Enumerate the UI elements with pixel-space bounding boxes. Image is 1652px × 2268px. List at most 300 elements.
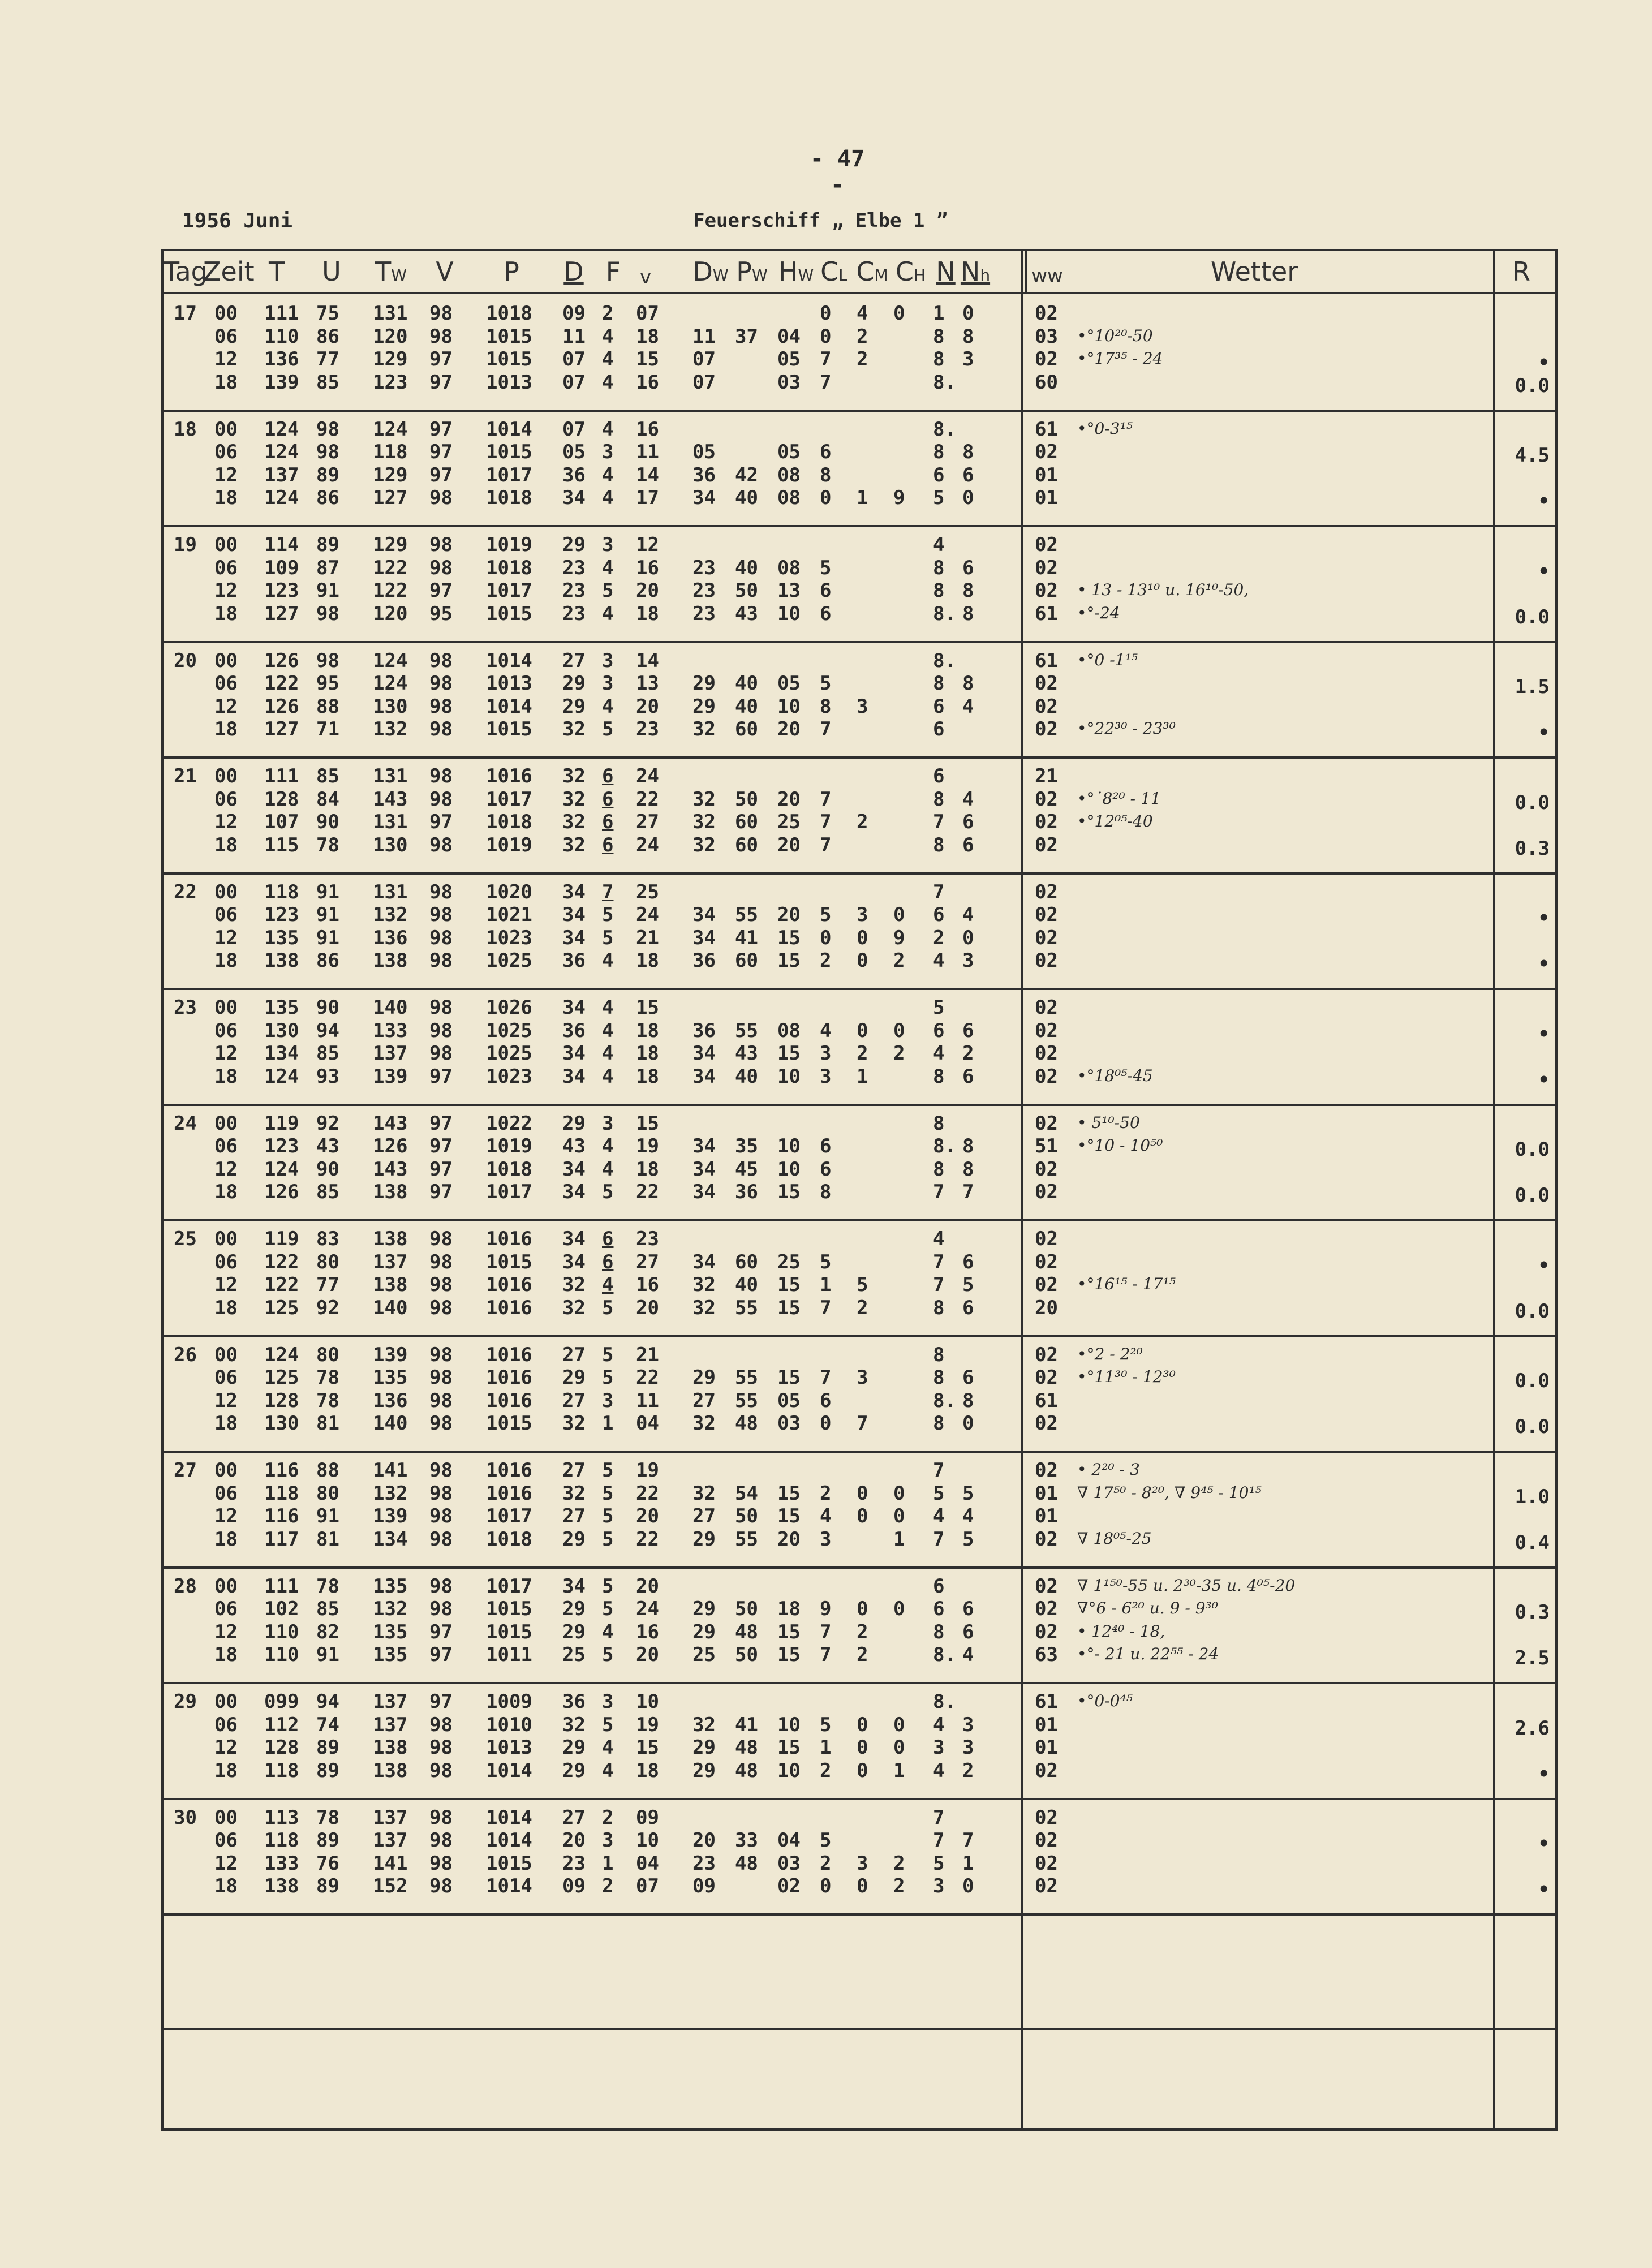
- cell-vv: 18: [636, 1157, 659, 1181]
- cell-p: 1016: [486, 765, 532, 787]
- cell-d: 09: [562, 1875, 586, 1897]
- col-ww: ww: [1031, 265, 1063, 287]
- cell-ch: 0: [893, 903, 905, 926]
- cell-f: 4: [602, 695, 614, 718]
- cell-dw: 32: [692, 787, 716, 811]
- cell-zeit: 06: [214, 1250, 238, 1273]
- r-value: 0.0: [1515, 1370, 1550, 1392]
- col-hw: HW: [778, 256, 814, 287]
- cell-ww: 02: [1035, 1806, 1058, 1829]
- cell-cm: 5: [857, 1273, 868, 1296]
- cell-t: 136: [264, 348, 299, 371]
- cell-cl: 4: [820, 1505, 832, 1527]
- cell-n: 8: [933, 1620, 945, 1643]
- cell-ww: 01: [1035, 1736, 1058, 1759]
- cell-ww: 02: [1035, 1598, 1058, 1620]
- table-row: [164, 1065, 1058, 1088]
- cell-t: 134: [264, 1042, 299, 1065]
- wetter-note: •°0 -1¹⁵: [1077, 650, 1138, 669]
- cell-tw: 138: [373, 1181, 408, 1203]
- cell-t: 127: [264, 602, 299, 625]
- cell-nh: 0: [962, 1412, 974, 1435]
- cell-t: 126: [264, 649, 299, 672]
- cell-v: 98: [429, 1806, 453, 1829]
- cell-nh: 3: [962, 348, 974, 371]
- cell-vv: 21: [636, 926, 659, 949]
- cell-d: 36: [562, 463, 586, 487]
- cell-p: 1015: [486, 348, 532, 371]
- cell-v: 97: [429, 463, 453, 487]
- cell-dw: 36: [692, 463, 716, 487]
- cell-ww: 02: [1035, 926, 1058, 949]
- cell-p: 1015: [486, 1598, 532, 1620]
- cell-hw: 20: [777, 833, 801, 857]
- cell-nh: 6: [962, 833, 974, 857]
- cell-p: 1016: [486, 1366, 532, 1389]
- cell-p: 1014: [486, 418, 532, 441]
- day-label: 29: [174, 1690, 197, 1713]
- cell-zeit: 00: [214, 533, 238, 556]
- cell-dw: 09: [692, 1875, 716, 1897]
- cell-n: 8: [933, 579, 945, 602]
- cell-u: 74: [316, 1713, 339, 1736]
- wetter-note: •°18⁰⁵-45: [1077, 1066, 1153, 1085]
- cell-zeit: 18: [214, 718, 238, 741]
- cell-hw: 04: [777, 1829, 801, 1852]
- cell-u: 90: [316, 811, 339, 833]
- cell-cm: 2: [857, 348, 868, 371]
- cell-ww: 01: [1035, 1713, 1058, 1736]
- cell-p: 1025: [486, 1042, 532, 1065]
- cell-u: 98: [316, 441, 339, 463]
- r-value: •: [1538, 721, 1550, 744]
- cell-vv: 18: [636, 602, 659, 625]
- cell-pw: 40: [735, 672, 758, 695]
- cell-d: 29: [562, 1112, 586, 1135]
- cell-pw: 55: [735, 1366, 758, 1389]
- cell-nh: 5: [962, 1273, 974, 1296]
- cell-zeit: 18: [214, 1643, 238, 1666]
- cell-dw: 07: [692, 371, 716, 394]
- cell-nh: 6: [962, 1620, 974, 1643]
- cell-t: 133: [264, 1852, 299, 1875]
- cell-t: 110: [264, 1643, 299, 1666]
- cell-v: 98: [429, 1273, 453, 1296]
- cell-d: 32: [562, 1273, 586, 1296]
- table-row: [164, 1806, 1058, 1829]
- cell-f: 5: [602, 1598, 614, 1620]
- cell-v: 97: [429, 1112, 453, 1135]
- cell-n: 6: [933, 1598, 945, 1620]
- cell-vv: 25: [636, 880, 659, 903]
- r-value: 0.3: [1515, 1601, 1550, 1624]
- cell-n: 6: [933, 1019, 945, 1042]
- cell-dw: 34: [692, 1181, 716, 1203]
- cell-v: 97: [429, 1620, 453, 1643]
- cell-dw: 07: [692, 348, 716, 371]
- cell-u: 89: [316, 463, 339, 487]
- r-value: 0.0: [1515, 1184, 1550, 1207]
- cell-pw: 54: [735, 1482, 758, 1505]
- cell-u: 85: [316, 765, 339, 787]
- day-label: 20: [174, 649, 197, 672]
- cell-n: 4: [933, 1713, 945, 1736]
- cell-u: 80: [316, 1343, 339, 1366]
- cell-v: 98: [429, 1875, 453, 1897]
- wetter-note: •°- 21 u. 22⁵⁵ - 24: [1077, 1645, 1219, 1663]
- day-label: 19: [174, 533, 197, 556]
- cell-f: 5: [602, 1366, 614, 1389]
- cell-v: 98: [429, 787, 453, 811]
- cell-vv: 09: [636, 1806, 659, 1829]
- cell-tw: 120: [373, 602, 408, 625]
- cell-p: 1023: [486, 926, 532, 949]
- cell-ww: 61: [1035, 649, 1058, 672]
- cell-vv: 20: [636, 695, 659, 718]
- cell-f: 4: [602, 1736, 614, 1759]
- cell-tw: 122: [373, 556, 408, 579]
- cell-d: 29: [562, 695, 586, 718]
- cell-d: 27: [562, 1343, 586, 1366]
- cell-ww: 01: [1035, 1505, 1058, 1527]
- cell-d: 05: [562, 441, 586, 463]
- day-separator: [164, 872, 1555, 875]
- cell-n: 7: [933, 1181, 945, 1203]
- cell-pw: 36: [735, 1181, 758, 1203]
- cell-tw: 141: [373, 1852, 408, 1875]
- cell-nh: 4: [962, 1643, 974, 1666]
- cell-u: 75: [316, 302, 339, 325]
- cell-vv: 16: [636, 371, 659, 394]
- table-row: [164, 765, 1058, 787]
- wetter-note: • 5¹⁰-50: [1077, 1113, 1140, 1132]
- wetter-note: • 2²⁰ - 3: [1077, 1460, 1140, 1479]
- cell-ch: 0: [893, 1736, 905, 1759]
- cell-vv: 04: [636, 1852, 659, 1875]
- cell-vv: 23: [636, 1228, 659, 1250]
- table-row: [164, 1135, 1058, 1157]
- cell-t: 124: [264, 1343, 299, 1366]
- cell-dw: 32: [692, 1412, 716, 1435]
- cell-dw: 34: [692, 903, 716, 926]
- cell-zeit: 00: [214, 880, 238, 903]
- cell-hw: 10: [777, 602, 801, 625]
- table-row: [164, 1228, 1058, 1250]
- cell-hw: 15: [777, 1042, 801, 1065]
- cell-hw: 08: [777, 1019, 801, 1042]
- cell-zeit: 12: [214, 1157, 238, 1181]
- cell-p: 1015: [486, 1412, 532, 1435]
- cell-d: 43: [562, 1135, 586, 1157]
- cell-ww: 02: [1035, 1065, 1058, 1088]
- wetter-note: • 13 - 13¹⁰ u. 16¹⁰-50,: [1077, 580, 1249, 599]
- cell-d: 29: [562, 1759, 586, 1782]
- cell-f: 3: [602, 672, 614, 695]
- cell-nh: 6: [962, 1366, 974, 1389]
- cell-ww: 02: [1035, 1273, 1058, 1296]
- cell-zeit: 00: [214, 1112, 238, 1135]
- cell-f: 5: [602, 1713, 614, 1736]
- col-v: V: [436, 256, 454, 287]
- cell-hw: 20: [777, 787, 801, 811]
- cell-v: 98: [429, 695, 453, 718]
- cell-zeit: 18: [214, 833, 238, 857]
- cell-p: 1013: [486, 371, 532, 394]
- cell-vv: 16: [636, 1620, 659, 1643]
- cell-ch: 1: [893, 1527, 905, 1551]
- cell-f: 4: [602, 1065, 614, 1088]
- cell-u: 86: [316, 325, 339, 348]
- cell-hw: 18: [777, 1598, 801, 1620]
- cell-vv: 15: [636, 348, 659, 371]
- cell-f: 4: [602, 556, 614, 579]
- cell-vv: 19: [636, 1135, 659, 1157]
- cell-p: 1016: [486, 1228, 532, 1250]
- col-dw: DW: [692, 256, 729, 287]
- cell-f: 4: [602, 1759, 614, 1782]
- cell-t: 128: [264, 787, 299, 811]
- cell-n: 5: [933, 996, 945, 1019]
- col-zeit: Zeit: [203, 256, 255, 287]
- cell-d: 34: [562, 1065, 586, 1088]
- cell-vv: 07: [636, 302, 659, 325]
- cell-p: 1026: [486, 996, 532, 1019]
- cell-v: 98: [429, 1852, 453, 1875]
- cell-ch: 9: [893, 926, 905, 949]
- cell-vv: 18: [636, 1759, 659, 1782]
- cell-f: 7: [602, 880, 614, 903]
- table-row: [164, 880, 1058, 903]
- day-separator: [164, 1104, 1555, 1106]
- cell-f: 5: [602, 1459, 614, 1482]
- cell-nh: 7: [962, 1181, 974, 1203]
- cell-vv: 18: [636, 325, 659, 348]
- cell-hw: 25: [777, 811, 801, 833]
- cell-t: 099: [264, 1690, 299, 1713]
- cell-zeit: 06: [214, 1135, 238, 1157]
- cell-v: 98: [429, 833, 453, 857]
- col-wetter: Wetter: [1210, 256, 1298, 287]
- cell-t: 125: [264, 1296, 299, 1319]
- cell-zeit: 06: [214, 1482, 238, 1505]
- cell-u: 81: [316, 1412, 339, 1435]
- cell-ww: 02: [1035, 1412, 1058, 1435]
- cell-hw: 05: [777, 1389, 801, 1412]
- r-value: 0.4: [1515, 1531, 1550, 1554]
- cell-p: 1014: [486, 1875, 532, 1897]
- cell-cl: 6: [820, 602, 832, 625]
- cell-n: 5: [933, 487, 945, 509]
- cell-cm: 0: [857, 1505, 868, 1527]
- cell-ww: 61: [1035, 418, 1058, 441]
- cell-t: 118: [264, 1759, 299, 1782]
- cell-f: 5: [602, 1343, 614, 1366]
- cell-d: 34: [562, 1042, 586, 1065]
- cell-pw: 37: [735, 325, 758, 348]
- cell-cl: 5: [820, 1250, 832, 1273]
- cell-d: 23: [562, 1852, 586, 1875]
- cell-dw: 23: [692, 602, 716, 625]
- cell-dw: 32: [692, 811, 716, 833]
- cell-ww: 01: [1035, 463, 1058, 487]
- cell-cm: 2: [857, 811, 868, 833]
- cell-v: 98: [429, 1459, 453, 1482]
- table-row: [164, 1713, 1058, 1736]
- cell-nh: 5: [962, 1482, 974, 1505]
- cell-nh: 8: [962, 1389, 974, 1412]
- cell-v: 98: [429, 325, 453, 348]
- cell-u: 92: [316, 1112, 339, 1135]
- cell-tw: 129: [373, 463, 408, 487]
- cell-d: 34: [562, 880, 586, 903]
- cell-cm: 3: [857, 695, 868, 718]
- table-row: [164, 1296, 1058, 1319]
- cell-ww: 02: [1035, 1343, 1058, 1366]
- cell-t: 123: [264, 1135, 299, 1157]
- cell-pw: 55: [735, 1527, 758, 1551]
- cell-v: 97: [429, 418, 453, 441]
- cell-ww: 02: [1035, 348, 1058, 371]
- cell-vv: 18: [636, 1065, 659, 1088]
- cell-ww: 02: [1035, 1852, 1058, 1875]
- cell-n: 6: [933, 765, 945, 787]
- cell-u: 77: [316, 1273, 339, 1296]
- cell-vv: 20: [636, 1296, 659, 1319]
- cell-f: 5: [602, 903, 614, 926]
- cell-ww: 02: [1035, 1042, 1058, 1065]
- cell-ww: 02: [1035, 695, 1058, 718]
- cell-cl: 5: [820, 1829, 832, 1852]
- cell-zeit: 12: [214, 1852, 238, 1875]
- cell-p: 1019: [486, 533, 532, 556]
- cell-ch: 0: [893, 302, 905, 325]
- cell-vv: 10: [636, 1690, 659, 1713]
- cell-f: 5: [602, 1296, 614, 1319]
- cell-n: 6: [933, 1574, 945, 1598]
- day-separator: [164, 1566, 1555, 1569]
- wetter-note: ∇ 18⁰⁵-25: [1077, 1529, 1152, 1548]
- cell-dw: 34: [692, 1065, 716, 1088]
- cell-d: 27: [562, 1389, 586, 1412]
- table-row: [164, 1112, 1058, 1135]
- cell-dw: 32: [692, 1296, 716, 1319]
- col-d: D: [563, 256, 584, 287]
- observation-table: [161, 249, 1558, 2131]
- table-row: [164, 1366, 1058, 1389]
- cell-pw: 60: [735, 1250, 758, 1273]
- cell-cm: 0: [857, 949, 868, 972]
- cell-nh: 8: [962, 1157, 974, 1181]
- cell-pw: 43: [735, 1042, 758, 1065]
- cell-zeit: 18: [214, 1527, 238, 1551]
- cell-tw: 132: [373, 718, 408, 741]
- cell-f: 4: [602, 463, 614, 487]
- cell-n: 8: [933, 787, 945, 811]
- cell-p: 1022: [486, 1112, 532, 1135]
- cell-ww: 51: [1035, 1135, 1058, 1157]
- cell-n: 3: [933, 1736, 945, 1759]
- cell-cm: 3: [857, 903, 868, 926]
- cell-cm: 0: [857, 1482, 868, 1505]
- cell-u: 78: [316, 1389, 339, 1412]
- cell-hw: 15: [777, 1643, 801, 1666]
- cell-n: 8.: [933, 1690, 956, 1713]
- cell-zeit: 12: [214, 579, 238, 602]
- cell-n: 8.: [933, 418, 956, 441]
- cell-u: 84: [316, 787, 339, 811]
- cell-cl: 0: [820, 1875, 832, 1897]
- cell-u: 71: [316, 718, 339, 741]
- cell-dw: 29: [692, 1527, 716, 1551]
- cell-p: 1015: [486, 1620, 532, 1643]
- cell-vv: 20: [636, 1574, 659, 1598]
- cell-t: 124: [264, 418, 299, 441]
- cell-p: 1015: [486, 1852, 532, 1875]
- cell-u: 90: [316, 1157, 339, 1181]
- cell-vv: 24: [636, 1598, 659, 1620]
- cell-nh: 0: [962, 487, 974, 509]
- cell-u: 89: [316, 1875, 339, 1897]
- cell-p: 1015: [486, 718, 532, 741]
- cell-p: 1016: [486, 1343, 532, 1366]
- cell-tw: 131: [373, 765, 408, 787]
- wetter-note: •°0-3¹⁵: [1077, 419, 1133, 438]
- wetter-note: ∇°6 - 6²⁰ u. 9 - 9³⁰: [1077, 1599, 1218, 1617]
- wetter-note: ∇ 1¹⁵⁰-55 u. 2³⁰-35 u. 4⁰⁵-20: [1077, 1576, 1296, 1595]
- cell-dw: 05: [692, 441, 716, 463]
- cell-cm: 7: [857, 1412, 868, 1435]
- cell-v: 98: [429, 1366, 453, 1389]
- cell-ww: 02: [1035, 1620, 1058, 1643]
- cell-zeit: 18: [214, 487, 238, 509]
- cell-pw: 48: [735, 1620, 758, 1643]
- cell-dw: 23: [692, 579, 716, 602]
- cell-t: 126: [264, 1181, 299, 1203]
- cell-hw: 25: [777, 1250, 801, 1273]
- cell-tw: 139: [373, 1505, 408, 1527]
- cell-v: 97: [429, 1181, 453, 1203]
- cell-cl: 6: [820, 441, 832, 463]
- r-value: 2.5: [1515, 1647, 1550, 1669]
- cell-v: 98: [429, 718, 453, 741]
- cell-v: 98: [429, 487, 453, 509]
- cell-tw: 138: [373, 1759, 408, 1782]
- cell-n: 8.: [933, 602, 956, 625]
- table-row: [164, 533, 1058, 556]
- day-separator: [164, 1682, 1555, 1684]
- cell-u: 95: [316, 672, 339, 695]
- cell-zeit: 18: [214, 371, 238, 394]
- cell-dw: 29: [692, 1620, 716, 1643]
- day-separator: [164, 988, 1555, 990]
- cell-t: 138: [264, 949, 299, 972]
- cell-t: 114: [264, 533, 299, 556]
- cell-tw: 127: [373, 487, 408, 509]
- col-ch: CH: [895, 256, 926, 287]
- cell-cm: 0: [857, 1736, 868, 1759]
- cell-cl: 1: [820, 1273, 832, 1296]
- cell-ww: 02: [1035, 672, 1058, 695]
- cell-p: 1018: [486, 811, 532, 833]
- cell-n: 7: [933, 1806, 945, 1829]
- cell-zeit: 00: [214, 1343, 238, 1366]
- cell-ww: 61: [1035, 1389, 1058, 1412]
- cell-vv: 22: [636, 1527, 659, 1551]
- cell-cl: 8: [820, 1181, 832, 1203]
- cell-ww: 02: [1035, 903, 1058, 926]
- cell-d: 34: [562, 1181, 586, 1203]
- cell-hw: 05: [777, 672, 801, 695]
